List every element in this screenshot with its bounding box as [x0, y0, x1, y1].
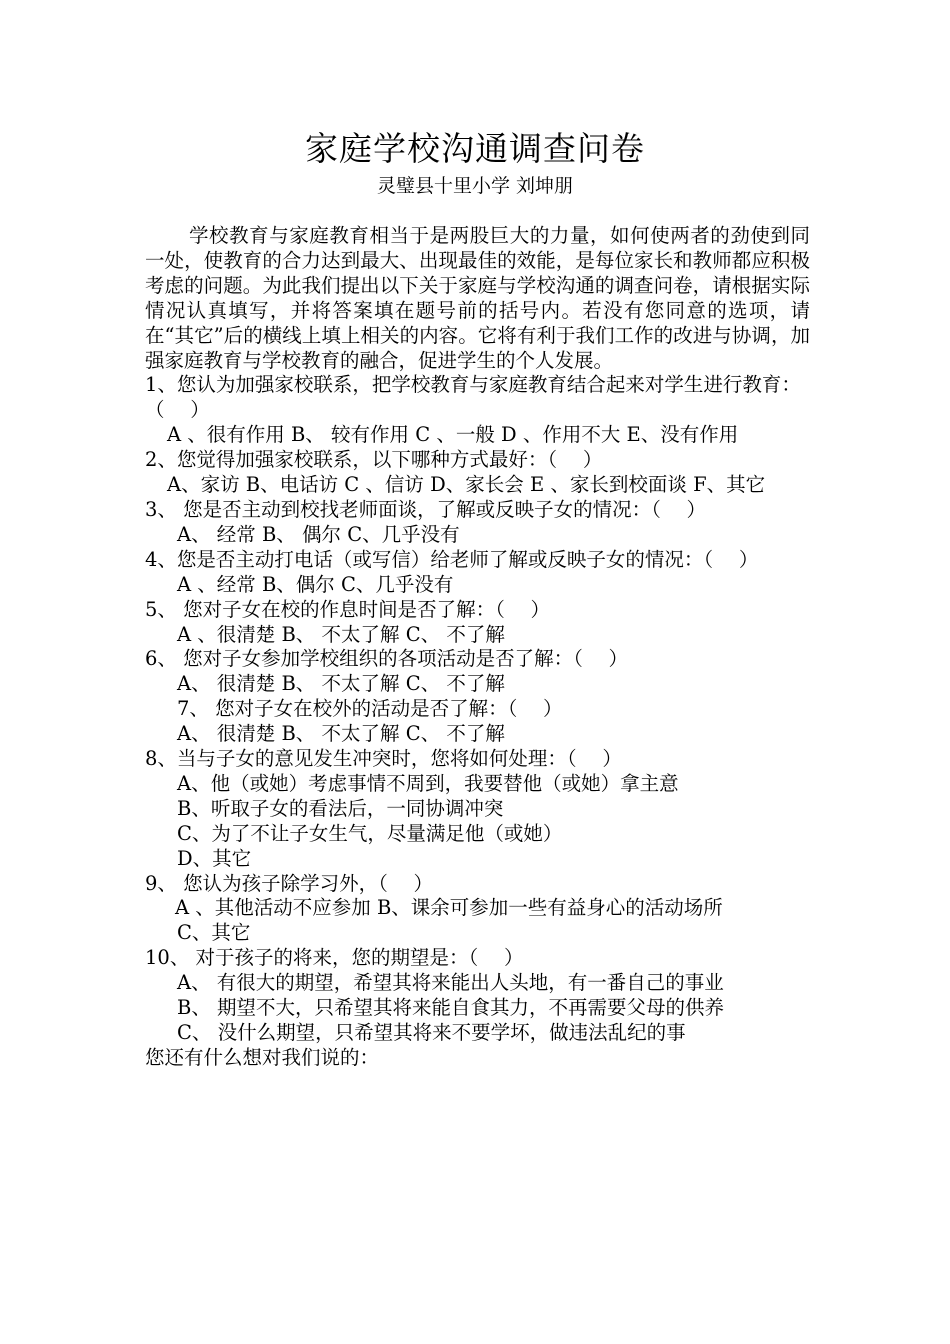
question-8-option-d: D、其它 [177, 846, 252, 870]
question-2: 2、您觉得加强家校联系，以下哪种方式最好：（ ） [145, 448, 603, 472]
question-1: 1、您认为加强家校联系，把学校教育与家庭教育结合起来对学生进行教育：（ ） [145, 373, 801, 422]
question-10-option-a: A、 有很大的期望，希望其将来能出人头地，有一番自己的事业 [177, 971, 724, 995]
question-9-option-c: C、其它 [177, 921, 251, 945]
question-8-option-a: A、他（或她）考虑事情不周到，我要替他（或她）拿主意 [177, 771, 679, 795]
document-body [145, 224, 810, 1071]
question-6: 6、 您对子女参加学校组织的各项活动是否了解：（ ） [145, 647, 629, 671]
question-8-option-c: C、为了不让子女生气，尽量满足他（或她） [177, 821, 563, 845]
question-8: 8、当与子女的意见发生冲突时，您将如何处理：（ ） [145, 747, 622, 771]
document-title: 家庭学校沟通调查问卷 [305, 129, 645, 168]
question-7-options: A、 很清楚 B、 不太了解 C、 不了解 [177, 722, 505, 746]
question-4-options: A 、经常 B、偶尔 C、几乎没有 [177, 572, 454, 596]
question-5: 5、 您对子女在校的作息时间是否了解：（ ） [145, 597, 551, 621]
question-2-options: A、家访 B、电话访 C 、信访 D、家长会 E 、家长到校面谈 F、其它 [167, 473, 766, 497]
question-9: 9、 您认为孩子除学习外，（ ） [145, 871, 434, 895]
intro-paragraph: 学校教育与家庭教育相当于是两股巨大的力量，如何使两者的劲使到同一处，使教育的合力达到最大、出现最佳的效能，是每位家长和教师都应积极考虑的问题。为此我们提出以下关于家庭与学校沟通的调查问卷，请根据实际情况认真填写，并将答案填在题号前的括号内。若没有您同意的选项，请在“其它”后的横线上填上相关的内容。它将有利于我们工作的改进与协调，加强家庭教育与学校教育的融合，促进学生的个人发展。 [145, 224, 810, 372]
question-5-options: A 、很清楚 B、 不太了解 C、 不了解 [177, 622, 505, 646]
question-6-options: A、 很清楚 B、 不太了解 C、 不了解 [177, 672, 505, 696]
question-1-options: A 、很有作用 B、 较有作用 C 、一般 D 、作用不大 E、没有作用 [167, 423, 739, 447]
question-10-option-b: B、 期望不大，只希望其将来能自食其力，不再需要父母的供养 [177, 996, 725, 1020]
question-4: 4、您是否主动打电话（或写信）给老师了解或反映子女的情况：（ ） [145, 547, 759, 571]
question-9-options: A 、其他活动不应参加 B、课余可参加一些有益身心的活动场所 [175, 896, 723, 920]
question-3: 3、 您是否主动到校找老师面谈，了解或反映子女的情况：（ ） [145, 497, 707, 521]
question-10: 10、 对于孩子的将来，您的期望是：（ ） [145, 946, 524, 970]
question-3-options: A、 经常 B、 偶尔 C、几乎没有 [177, 522, 460, 546]
question-7: 7、 您对子女在校外的活动是否了解：（ ） [177, 697, 563, 721]
question-8-option-b: B、听取子女的看法后，一同协调冲突 [177, 796, 504, 820]
document-author: 灵璧县十里小学 刘坤朋 [376, 175, 574, 197]
question-10-option-c: C、 没什么期望，只希望其将来不要学坏，做违法乱纪的事 [177, 1021, 686, 1044]
closing-prompt: 您还有什么想对我们说的： [145, 1045, 380, 1069]
